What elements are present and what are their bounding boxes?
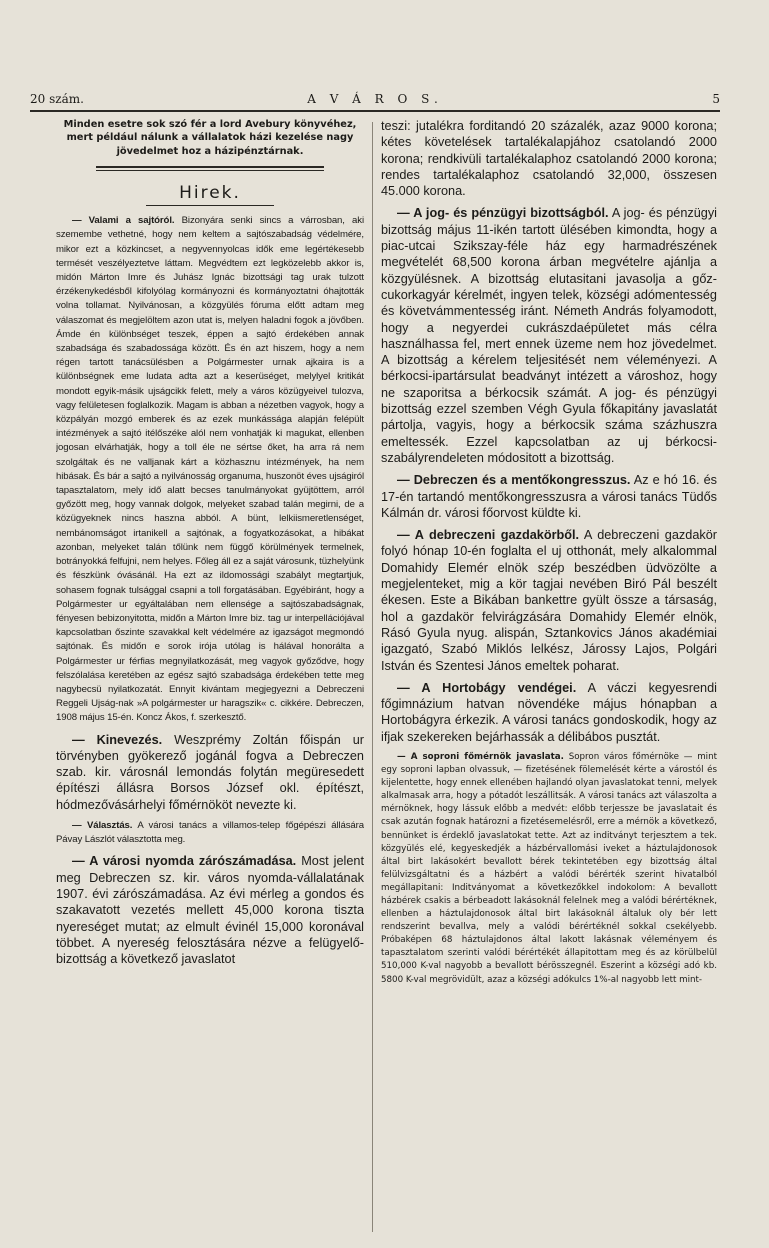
article-nyomda [56,853,364,967]
newspaper-title: A V Á R O S. [307,92,443,106]
right-column [381,118,717,1233]
article-heading: — A debreczeni gazdakörből. [397,528,580,543]
page-header [30,90,720,110]
article-body: A debreczeni gazdakör folyó hónap 10-én foglalta el uj otthonát, mely alkalommal Domahidy Elemér elnök szép beszédben üdvözölte a megjelenteket, mig a kör tagjai nevében Biró Pál beszélt ékesen. Este a Bikában bankettre gyült össze a társaság, hol a gazdakör felvirágzására Domahidy Elemér elnök, Rásó Gyula nyug. alispán, Sztankovics János akadémiai igazgató, Szabó Miklós lelkész, Járossy Lajos, Polgári István és Szentesi János emeltek poharat. [381,528,717,673]
article-hortobagy [381,680,717,745]
article-body: Most jelent meg Debreczen sz. kir. város nyomda-vállalatának 1907. évi zárószámadása. Az évi mérleg a gondos és szakavatott vezetés mellett 45,000 korona tiszta nyereséget mutat; az elmult évinél 15,000 koronával többet. A nyereség felosztására nézve a felügyelő-bizottság a következő javaslatot [56,854,364,967]
left-column [56,118,364,1233]
article-body: Bizonyára senki sincs a várrosban, aki szemembe vethetné, hogy nem keltem a sajtószabadság védelmére, mikor ezt a közkincset, a negyvennyolcas idők eme legértékesebb termését veszélyeztetve láttam. Megvédtem ezt legközelebb akkor is, midón Márton Imre és Juhász Ignác bizottsági tag urak tulzott érzékenykedésből kifolyólag kormányozni és kormányoztatni óhajtották volna tollamat. Nyilvánosan, a közgyülés fóruma előtt adtam meg válaszomat és megjelöltem azon utat is, melyen haladni fogok a jövőben. Ámde én különbséget teszek, éppen a sajtó érdekében annak szabadsága és szabadossága között. És én azt hiszem, hogy a nem régen tartott tanácsülésben a Polgármester urnak ajkaira is a különbségnek eme ludata adta azt a keserüséget, melylyel kritikát mondott egyik-másik ujságcikk felett, mely a város közügyeivel tulozva, vagy felületesen foglalkozik. Magam is abban a nézetben vagyok, hogy a közpályán mozgó emberek és az ezek munkássága alapján felépült intézmények a sajtó itélőszéke alól nem vonhatják ki magukat, ellenben jogosan elvárhatják, hogy a toll éle ne sértse őket, ha arra rá nem szolgáltak és ne valljanak kárt a közhasznu intézmények, ha nem hibásak. És bár a sajtó a nyilvánosság organuma, huszonöt éves ujságiról tapasztalatom, mely idő alatt becses tanulmányokat gyüjtöttem, arról győzött meg, hogy vannak dolgok, melyeket szabad talán megirni, de a közügyeknek nincs haszna abból. A bünt, lelkiismeretlenséget, nembánomságot irtanikell a sajtónak, a fogyatkozásokat, a hibákat azonban, melyeket talán tőlünk nem függő körülmények termelnek, botrányokká felfujni, nem helyes. Főleg áll ez a saját városunk, tüzhelyünk és fészkünk óvásánál. Ha ezt az ildomossági szabályt megtartjuk, sohasem fognak tulsággal csapni a toll forgatásában. Egyébiránt, hogy a Polgármester ur egyáltalában nem ellensége a sajtószabadságnak, fényesen bebizonyitotta, midőn a Márton Imre biz. tag ur interpellációjával kapcsolatban őszinte szavakkal kelt védelmére az igazságot megmondó sajtónak. És midőn e sorok irója utólag is hálával honorálta a Polgármester ur férfias megnyilatkozását, meg vagyok győződve, hogy felszólalása keretében az egész sajtó szabadsága érdekében tette meg nagybecsü nyilatkozatát. Ennyit kivántam megjegyezni a Debreczeni Reggeli Ujság-nak »A polgármester ur haragszik« c. cikkére. Debreczen, 1908 május 15-én. Koncz Ákos, f. szerkesztő. [56,215,364,724]
article-body: Weszprémy Zoltán főispán ur törvényben gyökerező jogánál fogva a Debreczen szab. kir. városnál lemondás folytán megüresedett építészi állásra Borsos József okl. építészt, hódmezővásárhelyi főmérnököt nevezte ki. [56,732,364,812]
article-heading: — A jog- és pénzügyi bizottságból. [397,206,609,221]
article-heading: — A városi nyomda zárószámadása. [72,854,297,869]
issue-number: 20 szám. [30,92,84,106]
closing-notice: Minden esetre sok szó fér a lord Avebury könyvéhez, mert például nálunk a vállalatok házi kezelése nagy jövedelmet hoz a házipénztárnak. [63,119,357,157]
header-rule [30,110,720,112]
article-soproni [381,751,717,987]
article-gazdakor [381,527,717,674]
article-sajto [56,214,364,725]
article-body: A váczi kegyesrendi főgimnázium hatvan növendéke május hónapban a Hortobágyra érkezik. A városi tanács gondoskodik, hogy az ifjak szekereken bejárhassák a délibábos pusztát. [381,680,717,744]
article-body: Az e hó 16. és 17-én tartandó mentőkongresszusra a városi tanács Tüdős Kálmán dr. városi főorvost küldte ki. [381,473,717,520]
article-jogugyi [381,205,717,466]
article-heading: — Valami a sajtóról. [72,215,175,227]
section-divider [96,166,324,171]
article-heading: — Kinevezés. [72,732,163,747]
article-body: A városi tanács a villamos-telep főgépészi állására Pávay Lászlót választotta meg. [56,820,364,846]
article-nyomda-continued: teszi: jutalékra forditandó 20 százalék, azaz 9000 korona; kétes követelések tartalékalapjához csatolandó 2000 korona; rendkivüli tartalékalaphoz csatolandó 2000 korona; rendes tartalékalaphoz csatolandó 32,000, összesen 45.000 korona. [381,119,717,199]
article-heading: — Debreczen és a mentőkongresszus. [397,473,631,488]
article-mentokongresszus [381,472,717,521]
section-title: Hirek. [179,183,241,204]
article-heading: — A soproni főmérnök javaslata. [397,751,564,762]
article-heading: — A Hortobágy vendégei. [397,680,577,695]
article-valasztas [56,819,364,847]
title-underline [146,205,274,206]
article-body: Sopron város főmérnöke — mint egy soproni lapban olvassuk, — fizetésének fölemelését kérte a várostól és kijelentette, hogy ennek ellenében hajlandó olyan javaslatokat tenni, melyek alkalmasak arra, hogy a pótadót leszállitsák. A városi tanács azt válaszolta a mérnöknek, hogy lássuk előbb a medvét: előbb terjessze be javaslatait és csak azután fognak határozni a fizetésemelésről, erre a mérnök a következő, bennünket is érdeklő javaslatokat tette. Azt az inditványt terjesztem a tek. közgyülés elé, kegyeskedjék a házbérvallomási iveket a háztulajdonosok által birt lakásokért bevallott bérek tekintetében egy bizottság által felülvizsgáltatni és a házbért a valódi bérérték szerint hivatalból megállapitani: Inditványomat a következőkkel indokolom: A bevallott házbérek csakis a bérbeadott lakásoknál felelnek meg a valódi bérértéknek, ellenben a háztulajdonosok által birt lakásoknál általuk oly bér lett rendszerint bevallva, mely a valódi bérértéknél sokkal csekélyebb. Próbaképen 68 háztulajdonos által lakott lakásnak véleményem és tapasztalatom szerinti valódi bérértékét állapitottam meg és az körülbelül 510,000 K-val nagyobb a bevallott bérösszegnél. Eszerint a községi adó kb. 5800 K-val megrövidült, azaz a községi adókulcs 1%-al nagyobb lett mint- [381,751,717,985]
page-number: 5 [712,92,720,106]
article-body: A jog- és pénzügyi bizottság május 11-ikén tartott ülésében kimondta, hogy a piac-utcai Szikszay-féle ház egy harmadrészének megvételét 68,500 korona árban megvételre ajánlja a közgyülésnek. A bizottság elutasitani javasolja a gőz-cukorkagyár kérelmét, ingyen telek, községi adómentesség és követvámmentesség iránt. Németh András folyamodott, hogy a negyerdei cukrászdaépületet más célra használhassa fel, mert ennek üzeme nem hoz jövedelmet. A bizottság a kérelem teljesitését nem véleményezi. A bérkocsi-ipartársulat beadványt intézett a városhoz, hogy ne szaporitsa a bérkocsik számát. A jog- és pénzügyi bizottság ezzel szemben Végh Gyula főkapitány javaslatát pártolja, vagyis, hogy a bérkocsik száma százhuszra emeltessék. Ezzel kapcsolatban az uj bérkocsi-szabályrendeleten módositott a bizottság. [381,206,717,465]
article-kinevezes [56,732,364,813]
article-heading: — Választás. [72,820,133,832]
column-divider [372,122,373,1232]
